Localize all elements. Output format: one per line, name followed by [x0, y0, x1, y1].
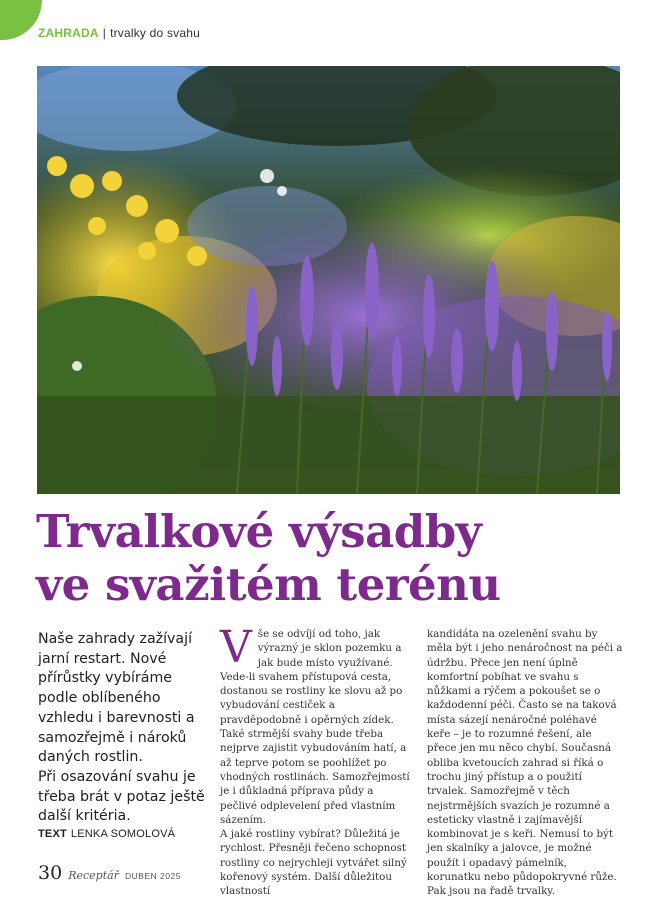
- corner-tab: [0, 0, 42, 40]
- page-number: 30: [38, 862, 63, 884]
- article-title: [36, 505, 636, 611]
- hero-photo: [37, 66, 620, 494]
- title-line-1: Trvalkové výsadby: [36, 505, 482, 558]
- byline: [38, 828, 175, 840]
- section-name: ZAHRADA: [38, 26, 99, 40]
- lead-paragraph-2: Při osazování svahu je třeba brát v potaz ještě další kritéria.: [38, 768, 205, 825]
- issue-date: DUBEN 2025: [124, 871, 181, 881]
- body-paragraph: [220, 622, 412, 827]
- body-paragraph: kandidáta na ozelenění svahu by měla být i jeho nenáročnost na péči a údržbu. Přece jen není úplně komfortní pobíhat ve svahu s nůžkami a rýčem a pokoušet se o každodenní péči. Často se na taková místa sázejí nenáročné poléhavé keře – je to rozumné řešení, ale přece jen mu něco chybí. Současná obliba kvetoucích zahrad si říká o trochu jiný přístup a o použití trvalek. Samozřejmě v těch nejstrmějších svazích je rozumné a esteticky vlastně i zajímavější kombinovat je s keři. Nemusí to být jen skalníky a jalovce, je možné použít i opadavý pámelník, korunatku nebo půdopokryvné růže. Pak jsou na řadě trvalky.: [427, 628, 623, 898]
- byline-author: LENKA SOMOLOVÁ: [70, 828, 176, 840]
- page-footer: [38, 862, 181, 884]
- drop-cap: V: [220, 622, 252, 673]
- section-header: [38, 26, 200, 40]
- article-lead: [38, 630, 212, 827]
- magazine-name: Receptář: [68, 869, 119, 882]
- section-topic: trvalky do svahu: [110, 26, 200, 40]
- section-separator: |: [102, 26, 107, 40]
- lead-paragraph-1: Naše zahrady zažívají jarní restart. Nové přírůstky vybíráme podle oblíbeného vzhledu i barevnosti a samozřejmě i nároků daných rostlin.: [38, 631, 195, 766]
- title-line-2: ve svažitém terénu: [36, 558, 501, 611]
- byline-label: TEXT: [38, 828, 67, 840]
- body-column-3: [427, 627, 623, 899]
- body-paragraph: A jaké rostliny vybírat? Důležitá je rychlost. Přesněji řečeno schopnost rostliny co nejrychleji vytvářet silný kořenový systém. Další důležitou vlastností: [220, 828, 407, 898]
- body-column-2: [220, 622, 412, 899]
- body-text: še se odvíjí od toho, jak výrazný je sklon pozemku a jak bude místo využívané. Vede-li svahem přístupová cesta, dostanou se rostliny ke slovu až po vybudování cestiček a pravděpodobně i opěrných zídek. Také strmější svahy bude třeba nejprve zajistit vybudováním hatí, a až teprve potom se poohlížet po vhodných rostlinách. Samozřejmostí je i důkladná příprava půdy a pečlivé odplevelení před vlastním sázením.: [220, 628, 410, 826]
